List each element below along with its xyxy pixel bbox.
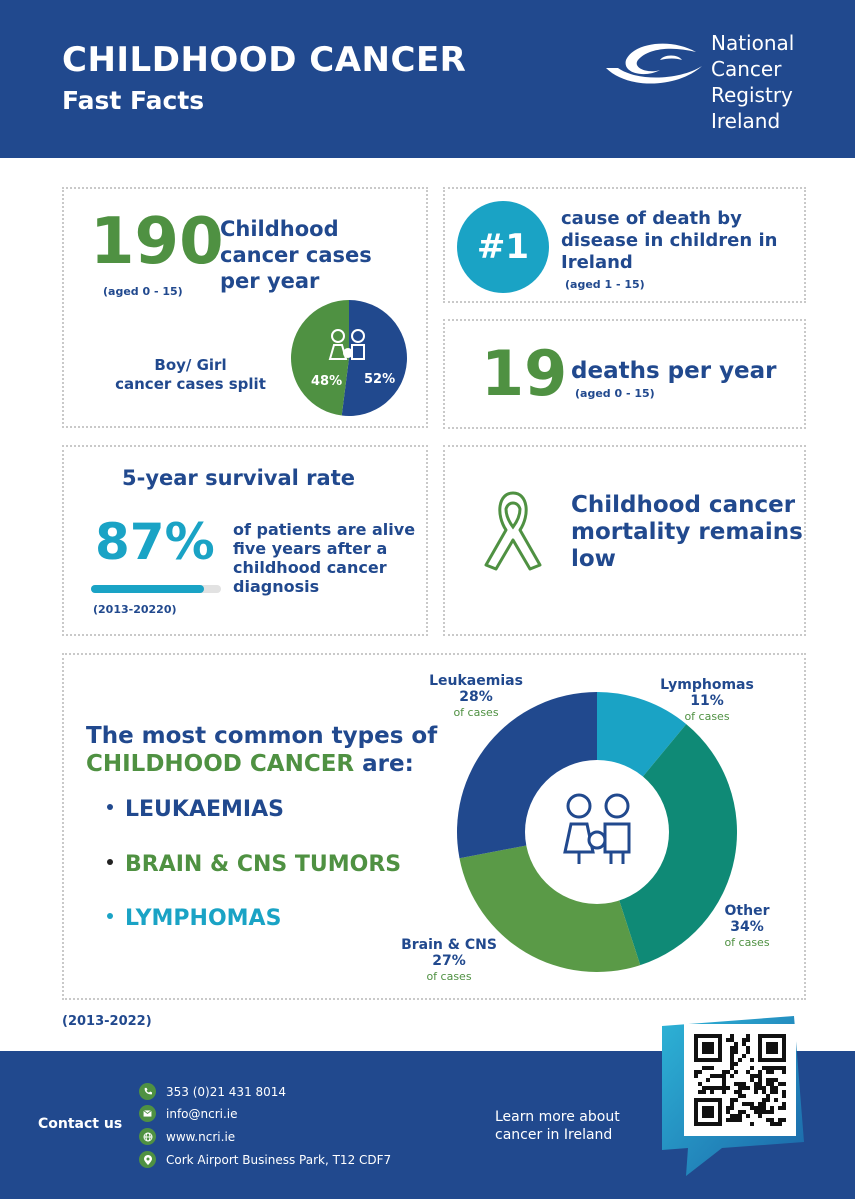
awareness-ribbon-icon (478, 485, 548, 585)
survival-desc: of patients are alive five years after a childhood cancer diagnosis (233, 520, 416, 596)
bullet-leukaemias: LEUKAEMIAS (107, 797, 284, 822)
survival-progress-fill (91, 585, 204, 593)
types-period: (2013-2022) (62, 1014, 152, 1029)
contact-web[interactable]: www.ncri.ie (139, 1128, 235, 1145)
deaths-label: deaths per year (571, 358, 777, 384)
qr-code-frame[interactable] (662, 1016, 808, 1178)
label-other: Other 34% of cases (724, 903, 770, 949)
bullet-brain: BRAIN & CNS TUMORS (107, 852, 401, 877)
learn-more-text: Learn more about cancer in Ireland (495, 1109, 620, 1143)
cases-number: 190 (90, 205, 224, 279)
contact-email[interactable]: info@ncri.ie (139, 1105, 238, 1122)
girl-slice (291, 300, 349, 416)
survival-title: 5-year survival rate (122, 466, 355, 490)
split-label: Boy/ Girl cancer cases split (115, 356, 266, 393)
survival-pct: 87% (95, 513, 215, 571)
cases-age: (aged 0 - 15) (103, 285, 183, 298)
ncri-logo-text: National Cancer Registry Ireland (711, 31, 795, 133)
girl-pct: 48% (311, 374, 343, 389)
page-title: CHILDHOOD CANCER (62, 40, 467, 80)
rank-label: cause of death by disease in children in Ireland (561, 208, 778, 273)
label-leukaemias: Leukaemias 28% of cases (429, 673, 523, 719)
contact-phone[interactable]: 353 (0)21 431 8014 (139, 1083, 286, 1100)
contact-label: Contact us (38, 1116, 123, 1132)
gender-split-pie (290, 299, 408, 417)
survival-period: (2013-20220) (93, 603, 177, 616)
label-brain: Brain & CNS 27% of cases (401, 937, 497, 983)
boy-pct: 52% (364, 372, 396, 387)
page-subtitle: Fast Facts (62, 86, 205, 115)
bullet-lymphomas: LYMPHOMAS (107, 906, 281, 931)
deaths-age: (aged 0 - 15) (575, 387, 655, 400)
rank-age: (aged 1 - 15) (565, 278, 645, 291)
cancer-types-donut (457, 692, 737, 972)
ncri-logo-icon (598, 38, 706, 90)
globe-icon (139, 1128, 156, 1145)
deaths-number: 19 (481, 337, 568, 410)
label-lymphomas: Lymphomas 11% of cases (660, 677, 754, 723)
email-icon (139, 1105, 156, 1122)
types-heading: The most common types of CHILDHOOD CANCER are: (86, 723, 438, 777)
phone-icon (139, 1083, 156, 1100)
rank-badge: #1 (457, 201, 549, 293)
location-pin-icon (139, 1151, 156, 1168)
survival-progress-track (91, 585, 221, 593)
cases-label: Childhood cancer cases per year (220, 217, 372, 293)
contact-address: Cork Airport Business Park, T12 CDF7 (139, 1151, 391, 1168)
mortality-label: Childhood cancer mortality remains low (571, 492, 803, 572)
